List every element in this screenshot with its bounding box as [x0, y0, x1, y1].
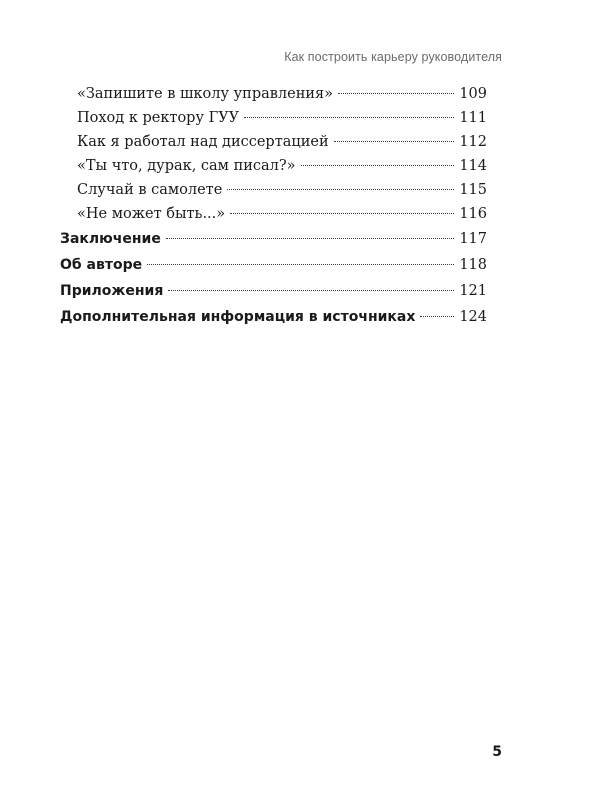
dot-leader	[244, 117, 454, 118]
page-number: 5	[492, 744, 502, 760]
toc-entry[interactable]	[60, 82, 487, 106]
dot-leader	[168, 290, 454, 291]
toc-section-entry[interactable]	[60, 226, 487, 252]
toc-section-page: 121	[459, 283, 487, 299]
toc-entry-title: «Не может быть...»	[77, 206, 226, 222]
toc-entry-page: 112	[459, 134, 487, 150]
dot-leader	[227, 189, 454, 190]
toc-section-entry[interactable]	[60, 278, 487, 304]
toc-entry[interactable]	[60, 154, 487, 178]
dot-leader	[166, 238, 454, 239]
dot-leader	[334, 141, 455, 142]
toc-entry[interactable]	[60, 130, 487, 154]
toc-section-title: Об авторе	[60, 257, 143, 273]
toc-entry-title: Случай в самолете	[77, 182, 223, 198]
toc-entry-title: «Ты что, дурак, сам писал?»	[77, 158, 296, 174]
dot-leader	[301, 165, 455, 166]
dot-leader	[147, 264, 454, 265]
toc-section-title: Заключение	[60, 231, 161, 247]
table-of-contents	[60, 82, 487, 330]
toc-section-title: Дополнительная информация в источниках	[60, 309, 416, 325]
toc-section-page: 124	[459, 309, 487, 325]
toc-section-entry[interactable]	[60, 304, 487, 330]
toc-entry-title: Как я работал над диссертацией	[77, 134, 329, 150]
dot-leader	[420, 316, 454, 317]
running-header: Как построить карьеру руководителя	[284, 50, 502, 64]
toc-section-page: 117	[459, 231, 487, 247]
toc-entry-page: 111	[459, 110, 487, 126]
dot-leader	[338, 93, 454, 94]
toc-section-entry[interactable]	[60, 252, 487, 278]
toc-entry-title: Поход к ректору ГУУ	[77, 110, 240, 126]
toc-entry-page: 116	[459, 206, 487, 222]
toc-entry[interactable]	[60, 106, 487, 130]
toc-entry-page: 109	[459, 86, 487, 102]
toc-section-page: 118	[459, 257, 487, 273]
toc-entry-title: «Запишите в школу управления»	[77, 86, 334, 102]
dot-leader	[230, 213, 454, 214]
toc-section-title: Приложения	[60, 283, 164, 299]
toc-entry-page: 115	[459, 182, 487, 198]
toc-entry[interactable]	[60, 202, 487, 226]
toc-entry[interactable]	[60, 178, 487, 202]
toc-entry-page: 114	[459, 158, 487, 174]
